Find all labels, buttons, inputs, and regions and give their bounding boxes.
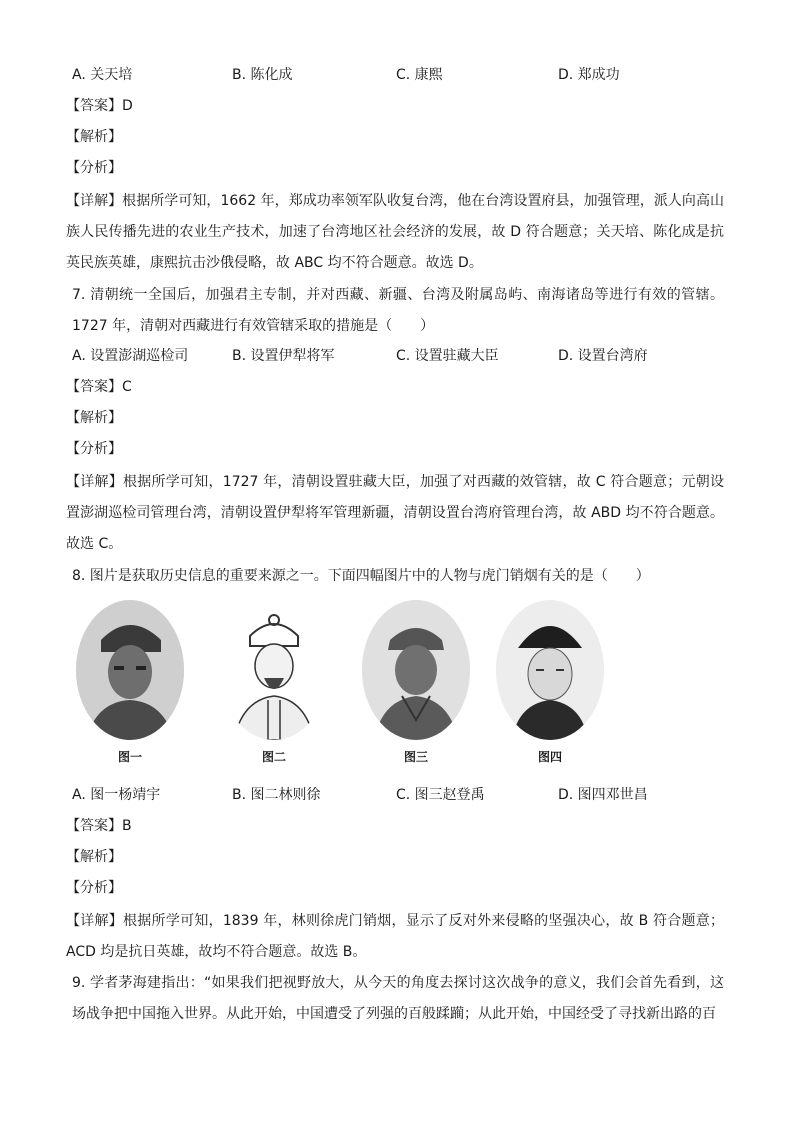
q6-option-a: A. 关天培 xyxy=(72,67,133,83)
q8-jiexi: 【解析】 xyxy=(66,849,122,865)
portrait-image-4 xyxy=(496,600,604,740)
portrait-image-1 xyxy=(76,600,184,740)
figure-1 xyxy=(76,600,184,770)
q6-options xyxy=(72,64,722,88)
q8-figures xyxy=(72,600,632,770)
figure-2 xyxy=(220,600,328,770)
q8-answer: 【答案】B xyxy=(66,818,132,834)
q7-jiexi: 【解析】 xyxy=(66,410,122,426)
q8-option-c: C. 图三赵登禹 xyxy=(396,787,485,803)
q7-option-a: A. 设置澎湖巡检司 xyxy=(72,348,189,364)
q8-option-d: D. 图四邓世昌 xyxy=(558,787,648,803)
q8-options xyxy=(72,784,722,808)
q8-fenxi: 【分析】 xyxy=(66,880,122,896)
q7-option-c: C. 设置驻藏大臣 xyxy=(396,348,499,364)
q8-option-b: B. 图二林则徐 xyxy=(232,787,321,803)
q6-option-c: C. 康熙 xyxy=(396,67,443,83)
q7-fenxi: 【分析】 xyxy=(66,441,122,457)
portrait-image-3 xyxy=(362,600,470,740)
q7-detail: 【详解】根据所学可知，1727 年，清朝设置驻藏大臣，加强了对西藏的效管辖，故 C 符合题意；元朝设置澎湖巡检司管理台湾，清朝设置伊犁将军管理新疆，清朝设置台湾府管理台湾，故 ABD 均不符合题意。故选 C。 xyxy=(66,474,724,552)
q8-stem: 8. 图片是获取历史信息的重要来源之一。下面四幅图片中的人物与虎门销烟有关的是（ ） xyxy=(72,568,650,584)
q6-jiexi: 【解析】 xyxy=(66,129,122,145)
q6-option-d: D. 郑成功 xyxy=(558,67,620,83)
figure-3-caption: 图三 xyxy=(403,750,428,764)
q8-option-a: A. 图一杨靖宇 xyxy=(72,787,161,803)
figure-3 xyxy=(362,600,470,770)
q7-stem: 7. 清朝统一全国后，加强君主专制，并对西藏、新疆、台湾及附属岛屿、南海诸岛等进行有效的管辖。1727 年，清朝对西藏进行有效管辖采取的措施是（ ） xyxy=(72,287,724,334)
figure-4 xyxy=(496,600,604,770)
q6-fenxi: 【分析】 xyxy=(66,160,122,176)
q7-options xyxy=(72,345,722,369)
q8-detail: 【详解】根据所学可知，1839 年，林则徐虎门销烟，显示了反对外来侵略的坚强决心，故 B 符合题意；ACD 均是抗日英雄，故均不符合题意。故选 B。 xyxy=(66,913,724,960)
figure-1-caption: 图一 xyxy=(117,750,142,764)
q9-stem: 9. 学者茅海建指出：“如果我们把视野放大，从今天的角度去探讨这次战争的意义，我们会首先看到，这场战争把中国拖入世界。从此开始，中国遭受了列强的百般蹂躏；从此开始，中国经受了寻找新出路的百 xyxy=(72,975,724,1022)
q7-answer: 【答案】C xyxy=(66,379,132,395)
q6-answer: 【答案】D xyxy=(66,98,133,114)
figure-2-caption: 图二 xyxy=(261,750,286,764)
q7-option-b: B. 设置伊犁将军 xyxy=(232,348,335,364)
q7-option-d: D. 设置台湾府 xyxy=(558,348,648,364)
portrait-image-2 xyxy=(220,600,328,740)
q6-detail: 【详解】根据所学可知，1662 年，郑成功率领军队收复台湾，他在台湾设置府县，加强管理，派人向高山族人民传播先进的农业生产技术，加速了台湾地区社会经济的发展，故 D 符合题意；关天培、陈化成是抗英民族英雄，康熙抗击沙俄侵略，故 ABC 均不符合题意。故选 D。 xyxy=(66,193,724,271)
figure-4-caption: 图四 xyxy=(537,750,562,764)
q6-option-b: B. 陈化成 xyxy=(232,67,293,83)
